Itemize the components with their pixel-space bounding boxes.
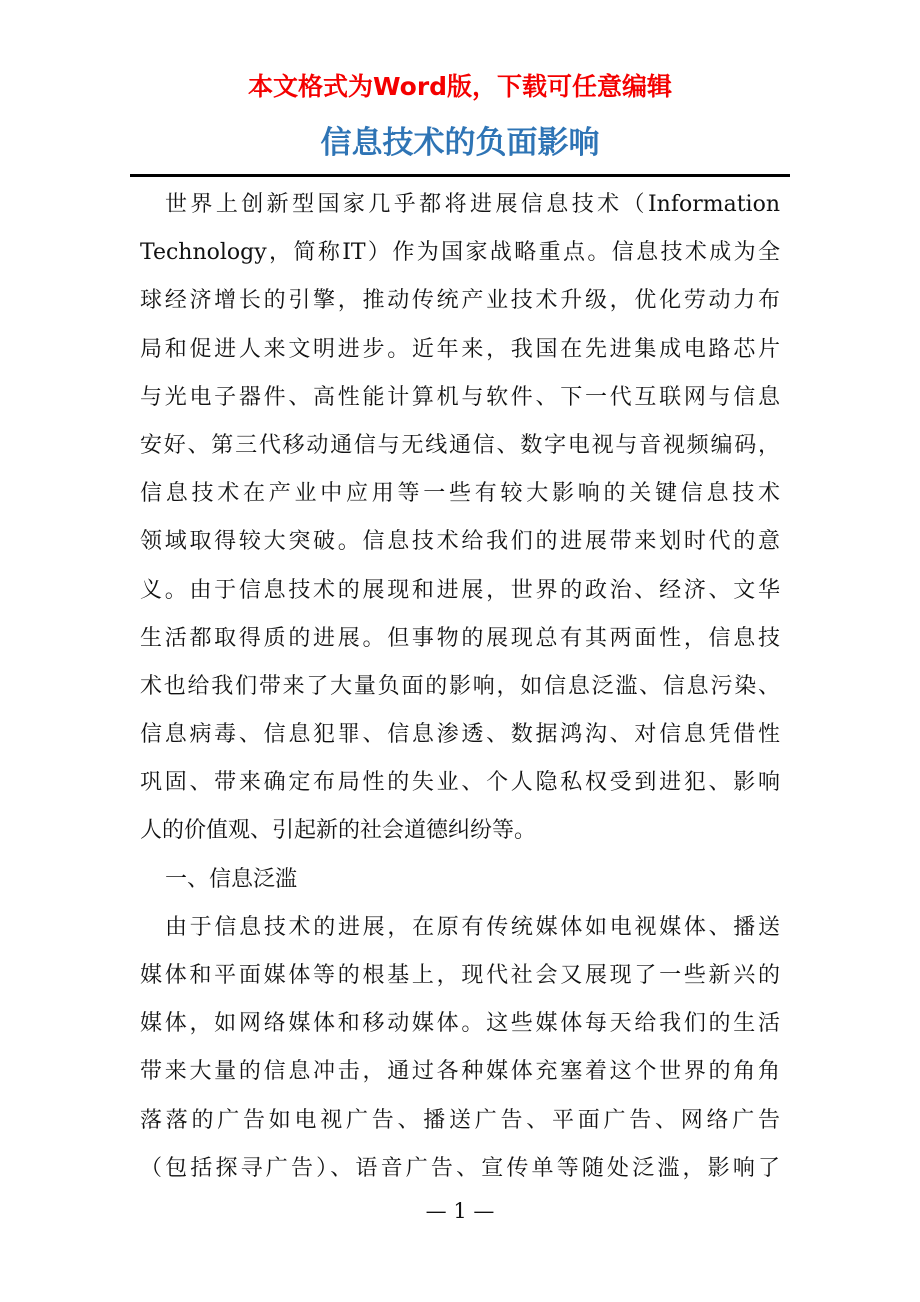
document-title: 信息技术的负面影响: [320, 125, 600, 161]
body-line: 生活都取得质的进展。但事物的展现总有其两面性，信息技: [140, 625, 780, 651]
body-line: 带来大量的信息冲击，通过各种媒体充塞着这个世界的角角: [140, 1059, 780, 1085]
header-divider: [130, 174, 790, 177]
body-line: 人的价值观、引起新的社会道德纠纷等。: [140, 818, 537, 844]
body-line: 局和促进人来文明进步。近年来，我国在先进集成电路芯片: [140, 336, 780, 362]
page-number: — 1 —: [425, 1199, 495, 1223]
format-notice: 本文格式为Word版，下载可任意编辑: [247, 72, 673, 101]
body-line: 巩固、带来确定布局性的失业、个人隐私权受到进犯、影响: [140, 770, 780, 796]
body-line: 义。由于信息技术的展现和进展，世界的政治、经济、文华: [140, 577, 780, 603]
document-body: [140, 184, 780, 1196]
body-line: 媒体，如网络媒体和移动媒体。这些媒体每天给我们的生活: [140, 1011, 780, 1037]
body-line: 媒体和平面媒体等的根基上，现代社会又展现了一些新兴的: [140, 963, 780, 988]
body-line: 信息病毒、信息犯罪、信息渗透、数据鸿沟、对信息凭借性: [140, 722, 780, 748]
body-line: 球经济增长的引擎，推动传统产业技术升级，优化劳动力布: [140, 288, 780, 314]
section-heading: 一、信息泛滥: [165, 866, 298, 892]
body-line: 与光电子器件、高性能计算机与软件、下一代互联网与信息: [140, 384, 780, 410]
body-line: 世界上创新型国家几乎都将进展信息技术（Information: [165, 192, 780, 217]
body-line: （包括探寻广告）、语音广告、宣传单等随处泛滥，影响了: [140, 1155, 780, 1181]
body-line: 由于信息技术的进展，在原有传统媒体如电视媒体、播送: [165, 914, 780, 940]
body-line: 领域取得较大突破。信息技术给我们的进展带来划时代的意: [140, 529, 780, 555]
body-line: 安好、第三代移动通信与无线通信、数字电视与音视频编码，: [140, 432, 780, 458]
body-line: 术也给我们带来了大量负面的影响，如信息泛滥、信息污染、: [140, 673, 780, 699]
body-line: 信息技术在产业中应用等一些有较大影响的关键信息技术: [140, 481, 780, 507]
body-line: Technology，简称IT）作为国家战略重点。信息技术成为全: [140, 240, 780, 266]
body-line: 落落的广告如电视广告、播送广告、平面广告、网络广告: [140, 1107, 780, 1133]
